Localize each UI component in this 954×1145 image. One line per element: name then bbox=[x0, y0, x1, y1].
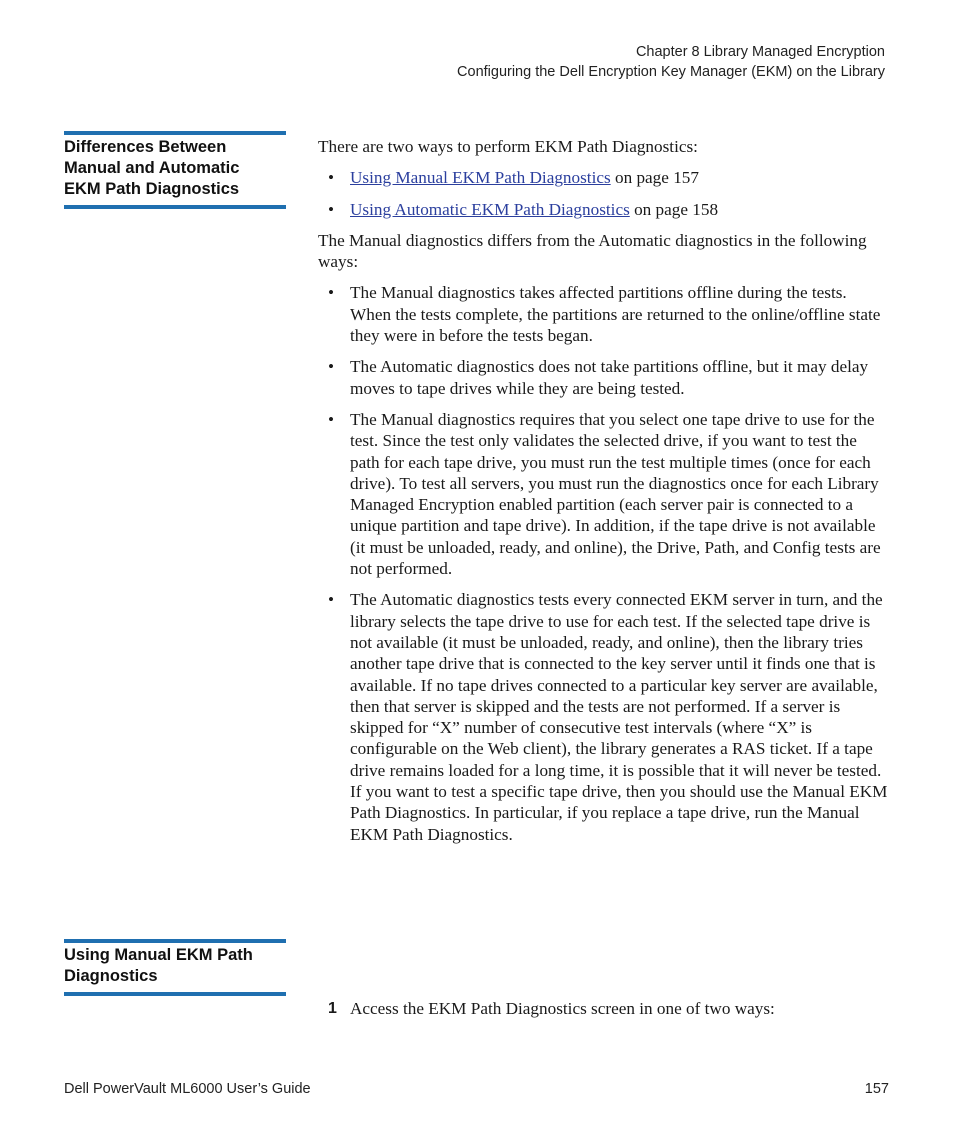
bullet-dot: • bbox=[328, 409, 335, 429]
heading-line: EKM Path Diagnostics bbox=[64, 180, 240, 198]
bullet-text: The Manual diagnostics takes affected partitions offline during the tests. When the tests complete, the partitions are returned to the online/offline state they were in before the tests began. bbox=[350, 283, 881, 346]
bullet-dot: • bbox=[328, 168, 335, 188]
side-heading-differences bbox=[64, 131, 286, 209]
differs-paragraph: The Manual diagnostics differs from the Automatic diagnostics in the following ways: bbox=[318, 230, 867, 272]
heading-line: Using Manual EKM Path bbox=[64, 946, 253, 964]
running-header-section: Configuring the Dell Encryption Key Manager (EKM) on the Library bbox=[457, 64, 885, 80]
side-heading-using-manual bbox=[64, 939, 286, 996]
page-reference: on page 157 bbox=[610, 168, 699, 188]
heading-line: Manual and Automatic bbox=[64, 159, 240, 177]
bullet-dot: • bbox=[328, 283, 335, 303]
heading-line: Differences Between bbox=[64, 138, 227, 156]
footer-title: Dell PowerVault ML6000 User’s Guide bbox=[64, 1081, 311, 1097]
numbered-step bbox=[318, 998, 890, 1019]
list-item bbox=[318, 282, 890, 346]
body-text bbox=[318, 136, 890, 845]
list-item bbox=[318, 589, 890, 845]
bullet-text: The Automatic diagnostics tests every connected EKM server in turn, and the library selects the tape drive to use for each test. If the selected tape drive is not available (it must be unloaded, ready, and online), then the library tries another tape drive that is connected to the key server until it finds one that is available. If no tape drives connected to a particular key server are available, then that server is skipped and the tests are not performed. If a server is skipped for “X” number of consecutive test intervals (where “X” is configurable on the Web client), the library generates a RAS ticket. If a tape drive remains loaded for a long time, it is possible that it will never be tested. If you want to test a specific tape drive, then you should use the Manual EKM Path Diagnostics. In particular, if you replace a tape drive, run the Manual EKM Path Diagnostics. bbox=[350, 590, 888, 844]
page-reference: on page 158 bbox=[629, 199, 719, 219]
list-item bbox=[318, 409, 890, 579]
step-number: 1 bbox=[328, 1000, 337, 1017]
link-bullet bbox=[318, 167, 890, 188]
bullet-dot: • bbox=[328, 357, 335, 377]
link-bullet bbox=[318, 199, 890, 220]
page-number: 157 bbox=[864, 1081, 889, 1097]
link-manual-ekm-diagnostics[interactable]: Using Manual EKM Path Diagnostics bbox=[350, 168, 611, 188]
bullet-dot: • bbox=[328, 199, 335, 219]
list-item bbox=[318, 356, 890, 399]
step-item bbox=[318, 998, 890, 1019]
link-automatic-ekm-diagnostics[interactable]: Using Automatic EKM Path Diagnostics bbox=[350, 199, 630, 219]
running-header-chapter: Chapter 8 Library Managed Encryption bbox=[635, 44, 885, 60]
intro-paragraph: There are two ways to perform EKM Path Diagnostics: bbox=[318, 137, 698, 156]
heading-line: Diagnostics bbox=[64, 967, 158, 985]
step-text: Access the EKM Path Diagnostics screen in one of two ways: bbox=[350, 999, 775, 1018]
bullet-dot: • bbox=[328, 590, 335, 610]
bullet-text: The Automatic diagnostics does not take partitions offline, but it may delay moves to tape drives while they are being tested. bbox=[350, 357, 869, 398]
bullet-text: The Manual diagnostics requires that you select one tape drive to use for the test. Since the test only validates the selected drive, if you want to test the path for each tape drive, you must run the test multiple times (once for each drive). To test all servers, you must run the diagnostics once for each Library Managed Encryption enabled partition (each server pair is connected to a unique partition and tape drive). In addition, if the tape drive is not available (it must be unloaded, ready, and online), the Drive, Path, and Config tests are not performed. bbox=[350, 409, 881, 579]
